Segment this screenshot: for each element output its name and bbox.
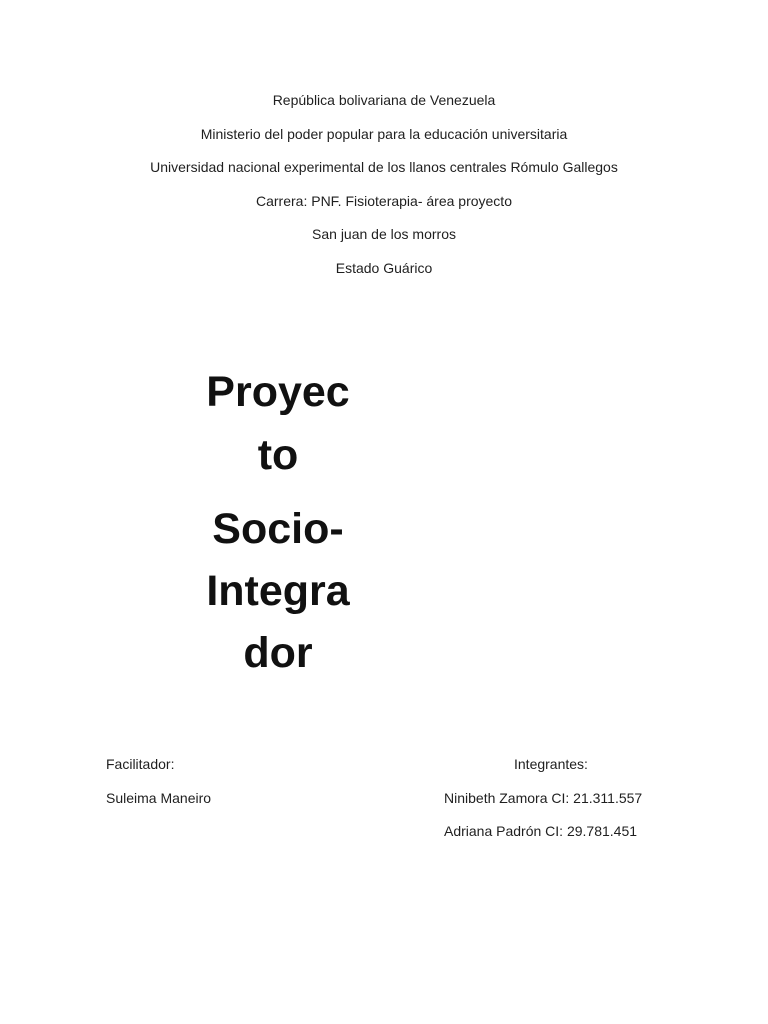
project-title-line-2: to	[257, 431, 299, 479]
project-title-line-4: Integra	[206, 567, 350, 615]
facilitator-name: Suleima Maneiro	[106, 790, 212, 806]
project-title-line-3: Socio-	[212, 505, 344, 553]
project-title-line-1: Proyec	[206, 368, 350, 416]
header-state: Estado Guárico	[335, 260, 433, 276]
header-city: San juan de los morros	[312, 226, 456, 242]
header-ministry: Ministerio del poder popular para la educación universitaria	[200, 126, 568, 142]
members-label: Integrantes:	[514, 756, 588, 772]
project-title-line-5: dor	[243, 629, 313, 677]
header-career: Carrera: PNF. Fisioterapia- área proyecto	[256, 193, 512, 209]
member-1: Ninibeth Zamora CI: 21.311.557	[444, 790, 643, 806]
header-university: Universidad nacional experimental de los llanos centrales Rómulo Gallegos	[150, 159, 618, 175]
facilitator-label: Facilitador:	[106, 756, 175, 772]
header-country: República bolivariana de Venezuela	[272, 92, 496, 108]
member-2: Adriana Padrón CI: 29.781.451	[444, 823, 638, 839]
